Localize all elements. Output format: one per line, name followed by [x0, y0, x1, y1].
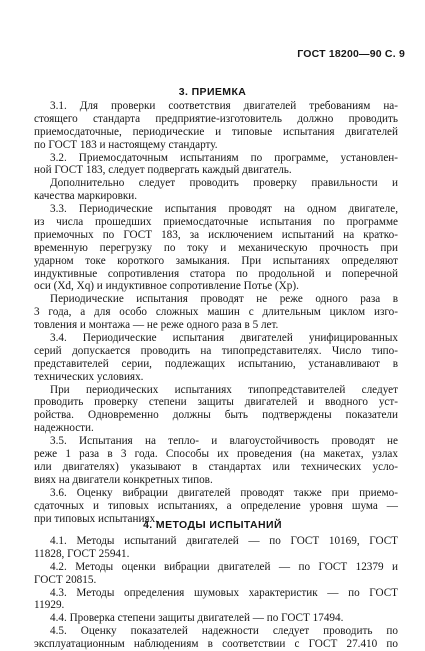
text-line: качества маркировки. [34, 190, 138, 203]
text-line: оси (Xd, Xq) и индуктивное сопротивление Потье (Xp). [34, 280, 299, 293]
text-line: ройства. Одновременно должны быть подтверждены показатели [34, 409, 398, 422]
text-line: 4.3. Методы определения шумовых характеристик — по ГОСТ [50, 586, 398, 599]
text-line: 3.1. Для проверки соответствия двигателей требованиям на- [50, 100, 398, 112]
text-line: виях на двигатели конкретных типов. [34, 473, 213, 486]
section-3-body [34, 100, 398, 525]
text-line: или двигателях) указывают в стандартах или технических усло- [34, 460, 398, 473]
text-line: технических условиях. [34, 370, 144, 383]
text-line: эксплуатационным наблюдениям в соответствии с ГОСТ 27.410 по [34, 638, 398, 651]
text-line: Периодические испытания проводят не реже одного раза в [50, 293, 398, 306]
text-line: 3.5. Испытания на тепло- и влагоустойчивость проводят не [50, 435, 398, 448]
text-line: ГОСТ 20815. [34, 573, 97, 586]
section-4-body [34, 535, 398, 651]
text-line: реже 1 раза в 3 года. Способы их проведения (на макетах, узлах [34, 448, 398, 461]
section-4-title: 4. МЕТОДЫ ИСПЫТАНИЙ [143, 519, 282, 531]
text-line: надежности. [34, 422, 94, 435]
text-line: 3.6. Оценку вибрации двигателей проводят также при приемо- [50, 486, 398, 499]
text-line: приемосдаточные, периодические и типовые испытания двигателей [34, 125, 398, 138]
text-line: 4.4. Проверка степени защиты двигателей — по ГОСТ 17494. [50, 612, 344, 625]
text-line: ударном токе короткого замыкания. При испытаниях определяют [34, 254, 398, 267]
text-line: стоящего стандарта предприятие-изготовитель должно проводить [34, 112, 398, 125]
text-line: 3.4. Периодические испытания двигателей унифицированных [50, 332, 398, 345]
text-line: при типовых испытаниях. [34, 512, 158, 525]
text-line: 11828, ГОСТ 25941. [34, 547, 130, 560]
section-3-title: 3. ПРИЕМКА [178, 86, 247, 98]
text-line: сдаточных и типовых испытаниях, а определение уровня шума — [34, 499, 398, 512]
text-line: 3.3. Периодические испытания проводят на одном двигателе, [50, 203, 398, 216]
text-line: Дополнительно следует проводить проверку правильности и [50, 177, 398, 190]
text-line: 11929. [34, 599, 65, 612]
text-line: 4.5. Оценку показателей надежности следует проводить по [50, 625, 398, 638]
page-header: ГОСТ 18200—90 С. 9 [297, 48, 405, 60]
text-line: 3 года, а для особо сложных машин с длительным циклом изго- [34, 306, 398, 319]
text-line: товления и монтажа — не реже одного раза в 5 лет. [34, 319, 279, 332]
text-line: ной ГОСТ 183, следует подвергать каждый двигатель. [34, 164, 292, 177]
text-line: из числа прошедших приемосдаточные испытания по программе [34, 216, 398, 229]
text-line: по ГОСТ 183 и настоящему стандарту. [34, 138, 218, 151]
text-line: 4.2. Методы оценки вибрации двигателей — по ГОСТ 12379 и [50, 560, 398, 573]
text-line: индуктивные сопротивления статора по продольной и поперечной [34, 267, 398, 280]
text-line: При периодических испытаниях типопредставителей следует [50, 383, 398, 396]
text-line: временную перегрузку по току и механическую прочность при [34, 241, 398, 254]
text-line: 3.2. Приемосдаточным испытаниям по программе, установлен- [50, 151, 398, 164]
text-line: проводить проверку степени защиты двигателей и вводного уст- [34, 396, 398, 409]
text-line: 4.1. Методы испытаний двигателей — по ГОСТ 10169, ГОСТ [50, 535, 398, 547]
text-line: серий допускается проводить на типопредставителях. Число типо- [34, 344, 398, 357]
text-line: представителей серии, подлежащих испытанию, устанавливают в [34, 357, 398, 370]
text-line: приемочных по ГОСТ 183, за исключением испытаний на кратко- [34, 228, 398, 241]
